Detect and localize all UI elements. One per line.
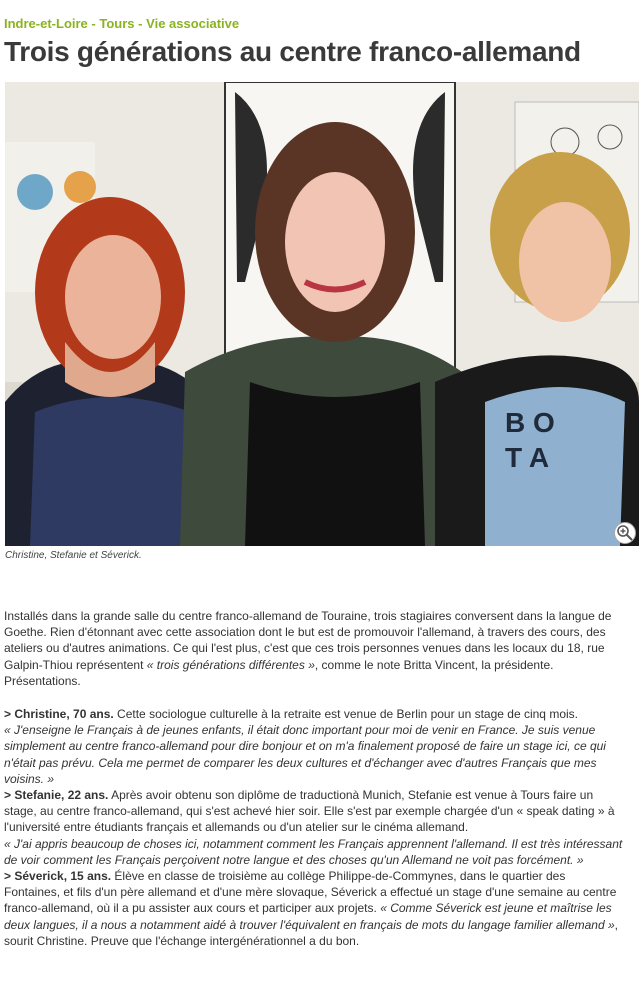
photo-illustration bbox=[5, 82, 639, 546]
profile-christine bbox=[4, 706, 636, 787]
photo-caption: Christine, Stefanie et Séverick. bbox=[5, 550, 142, 561]
article-text-line bbox=[4, 706, 636, 722]
profile-lead: > Christine, 70 ans. bbox=[4, 707, 114, 722]
article-quote: deux langues, il a nous a notamment aidé à trouver l'équivalent en français de mots du langage familier allemand » bbox=[4, 917, 615, 932]
article-text: franco-allemand, où il a pu assister aux cours et participer aux projets. bbox=[4, 901, 377, 916]
article-quote: « J'enseigne le Français à de jeunes enfants, il était donc important pour moi de venir en France. Je suis venue bbox=[4, 723, 596, 738]
svg-text:T A: T A bbox=[505, 442, 550, 473]
article-text-line bbox=[4, 787, 636, 803]
profile-lead: > Stefanie, 22 ans. bbox=[4, 788, 109, 803]
profile-stefanie bbox=[4, 787, 636, 868]
article-quote: « J'ai appris beaucoup de choses ici, notamment comment les Français apprennent l'allemand. Il est très intéressant bbox=[4, 836, 623, 851]
article-text-line bbox=[4, 900, 636, 916]
article-quote: n'était pas prévu. Cela me permet de comparer les deux cultures et d'échanger avec d'autres Français que mes bbox=[4, 755, 597, 770]
svg-text:B O: B O bbox=[505, 407, 555, 438]
breadcrumb-vie-associative[interactable]: Vie associative bbox=[146, 16, 240, 31]
profile-severick bbox=[4, 868, 636, 949]
article-photo[interactable] bbox=[5, 82, 639, 546]
article-text: Élève en classe de troisième au collège Philippe-de-Commynes, dans le quartier des bbox=[111, 869, 566, 884]
article-text-line: Présentations. bbox=[4, 673, 81, 688]
article-quote: « Comme Séverick est jeune et maîtrise les bbox=[376, 901, 612, 916]
zoom-in-icon[interactable] bbox=[614, 522, 636, 544]
article-quote: simplement au centre franco-allemand pour dire bonjour et on m'a finalement proposé de faire un stage ici, ce qui bbox=[4, 739, 606, 754]
article-body bbox=[4, 608, 636, 949]
article-text: Cette sociologue culturelle à la retraite est venue de Berlin pour un stage de cinq mois. bbox=[113, 707, 578, 722]
article-text-line bbox=[4, 868, 636, 884]
article-text-line: sourit Christine. Preuve que l'échange intergénérationnel a du bon. bbox=[4, 933, 360, 948]
article-text: , comme le note Britta Vincent, la présidente. bbox=[314, 657, 554, 672]
article-text-line: l'université entre étudiants français et allemands ou d'un atelier sur le cinéma allemand. bbox=[4, 820, 469, 835]
article-text-line: Goethe. Rien d'étonnant avec cette association dont le but est de promouvoir l'allemand, à travers des cours, des bbox=[4, 625, 606, 640]
article-quote: de voir comment les Français perçoivent notre langue et des choses qu'un Allemand ne voit pas forcément. » bbox=[4, 852, 584, 867]
article-text-line: Fontaines, et fils d'un père allemand et d'une mère slovaque, Séverick a effectué un stage d'une semaine au centre bbox=[4, 885, 617, 900]
breadcrumb-separator: - bbox=[91, 16, 96, 31]
article-text-line: stage, au centre franco-allemand, qui s'est achevé hier soir. Elle s'est par exemple chargée d'un « speak dating » à bbox=[4, 804, 615, 819]
article-text: Après avoir obtenu son diplôme de traductionà Munich, Stefanie est venue à Tours faire un bbox=[108, 788, 594, 803]
article-text-line: Installés dans la grande salle du centre franco-allemand de Touraine, trois stagiaires conversent dans la langue de bbox=[4, 609, 612, 623]
article-text-line bbox=[4, 657, 636, 673]
article-text-line bbox=[4, 917, 636, 933]
article-text-line: ateliers ou d'autres animations. Ce qui l'est plus, c'est que ces trois personnes venues dans les locaux du 18, rue bbox=[4, 641, 605, 656]
article-quote: « trois générations différentes » bbox=[146, 657, 315, 672]
page-title: Trois générations au centre franco-allemand bbox=[4, 36, 581, 67]
breadcrumb-separator: - bbox=[138, 16, 143, 31]
profile-lead: > Séverick, 15 ans. bbox=[4, 869, 112, 884]
zoom-in-icon-glyph bbox=[615, 523, 635, 543]
article-text: , bbox=[614, 917, 619, 932]
breadcrumb-indre-et-loire[interactable]: Indre-et-Loire bbox=[4, 16, 88, 31]
article-intro bbox=[4, 608, 636, 689]
breadcrumb-tours[interactable]: Tours bbox=[99, 16, 135, 31]
article-text: Galpin-Thiou représentent bbox=[4, 657, 144, 672]
breadcrumb bbox=[4, 16, 239, 31]
article-quote: voisins. » bbox=[4, 771, 55, 786]
